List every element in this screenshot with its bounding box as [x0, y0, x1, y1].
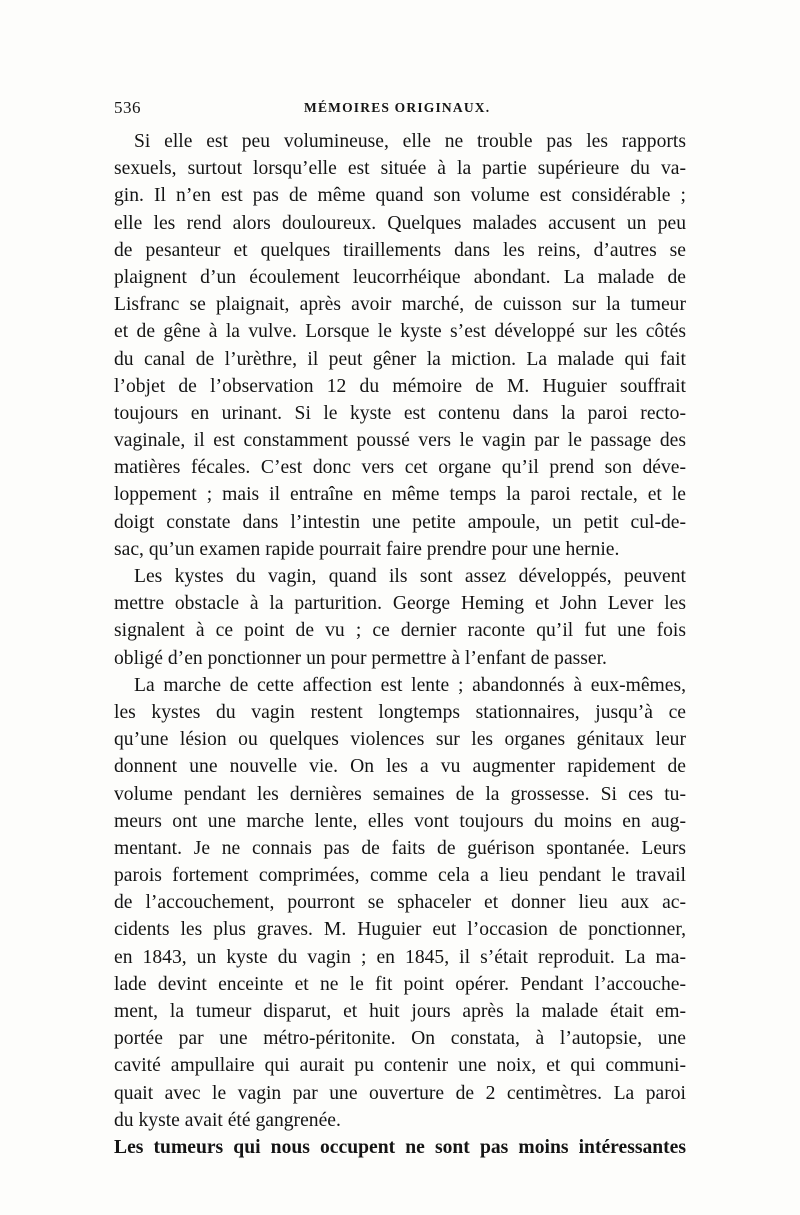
text-line: cavité ampullaire qui aurait pu contenir une noix, et qui communi-: [114, 1055, 686, 1077]
text-line: de pesanteur et quelques tiraillements dans les reins, d’autres se: [114, 239, 686, 261]
text-line: La marche de cette affection est lente ; abandonnés à eux-mêmes,: [134, 674, 686, 696]
text-line: elle les rend alors douloureux. Quelques malades accusent un peu: [114, 212, 686, 234]
text-line: mettre obstacle à la parturition. George Heming et John Lever les: [114, 593, 686, 615]
text-line: Les kystes du vagin, quand ils sont assez développés, peuvent: [134, 566, 686, 587]
running-title: MÉMOIRES ORIGINAUX.: [304, 100, 491, 115]
text-line: doigt constate dans l’intestin une petite ampoule, un petit cul-de-: [114, 511, 686, 533]
text-line: sexuels, surtout lorsqu’elle est située à la partie supérieure du va-: [114, 158, 686, 180]
text-line: en 1843, un kyste du vagin ; en 1845, il s’était reproduit. La ma-: [114, 946, 686, 968]
text-line: Lisfranc se plaignait, après avoir marché, de cuisson sur la tumeur: [114, 294, 686, 316]
text-line: plaignent d’un écoulement leucorrhéique abondant. La malade de: [114, 266, 686, 288]
text-line: loppement ; mais il entraîne en même temps la paroi rectale, et le: [114, 484, 686, 506]
text-line: mentant. Je ne connais pas de faits de guérison spontanée. Leurs: [114, 837, 686, 859]
text-line: meurs ont une marche lente, elles vont toujours du moins en aug-: [114, 810, 686, 832]
text-line: matières fécales. C’est donc vers cet organe qu’il prend son déve-: [114, 457, 686, 479]
text-line: ment, la tumeur disparut, et huit jours après la malade était em-: [114, 1001, 686, 1022]
text-line: les kystes du vagin restent longtemps stationnaires, jusqu’à ce: [114, 701, 686, 723]
text-line: donnent une nouvelle vie. On les a vu augmenter rapidement de: [114, 756, 686, 778]
text-line: vaginale, il est constamment poussé vers le vagin par le passage des: [114, 430, 686, 452]
text-line: signalent à ce point de vu ; ce dernier raconte qu’il fut une fois: [114, 620, 686, 642]
running-head: [114, 98, 686, 122]
page-number: 536: [114, 98, 141, 117]
text-line: portée par une métro-péritonite. On constata, à l’autopsie, une: [114, 1028, 686, 1050]
text-line: toujours en urinant. Si le kyste est contenu dans la paroi recto-: [114, 402, 686, 424]
text-line: gin. Il n’en est pas de même quand son volume est considérable ;: [114, 185, 686, 207]
text-line: obligé d’en ponctionner un pour permettre à l’enfant de passer.: [114, 647, 607, 669]
text-line: Si elle est peu volumineuse, elle ne trouble pas les rapports: [134, 131, 686, 152]
text-line: de l’accouchement, pourront se sphaceler et donner lieu aux ac-: [114, 892, 686, 914]
text-line: Les tumeurs qui nous occupent ne sont pas moins intéressantes: [114, 1136, 686, 1158]
text-line: lade devint enceinte et ne le fit point opérer. Pendant l’accouche-: [114, 973, 686, 995]
body-text: [114, 128, 686, 1161]
text-line: quait avec le vagin par une ouverture de 2 centimètres. La paroi: [114, 1082, 686, 1104]
text-line: qu’une lésion ou quelques violences sur les organes génitaux leur: [114, 729, 686, 751]
text-line: du canal de l’urèthre, il peut gêner la miction. La malade qui fait: [114, 348, 686, 370]
text-line: du kyste avait été gangrenée.: [114, 1109, 341, 1131]
text-line: cidents les plus graves. M. Huguier eut l’occasion de ponctionner,: [114, 919, 686, 941]
text-line: sac, qu’un examen rapide pourrait faire prendre pour une hernie.: [114, 538, 620, 560]
text-line: volume pendant les dernières semaines de la grossesse. Si ces tu-: [114, 783, 686, 805]
text-line: et de gêne à la vulve. Lorsque le kyste s’est développé sur les côtés: [114, 321, 686, 343]
text-line: parois fortement comprimées, comme cela a lieu pendant le travail: [114, 865, 686, 887]
text-line: l’objet de l’observation 12 du mémoire de M. Huguier souffrait: [114, 375, 686, 397]
